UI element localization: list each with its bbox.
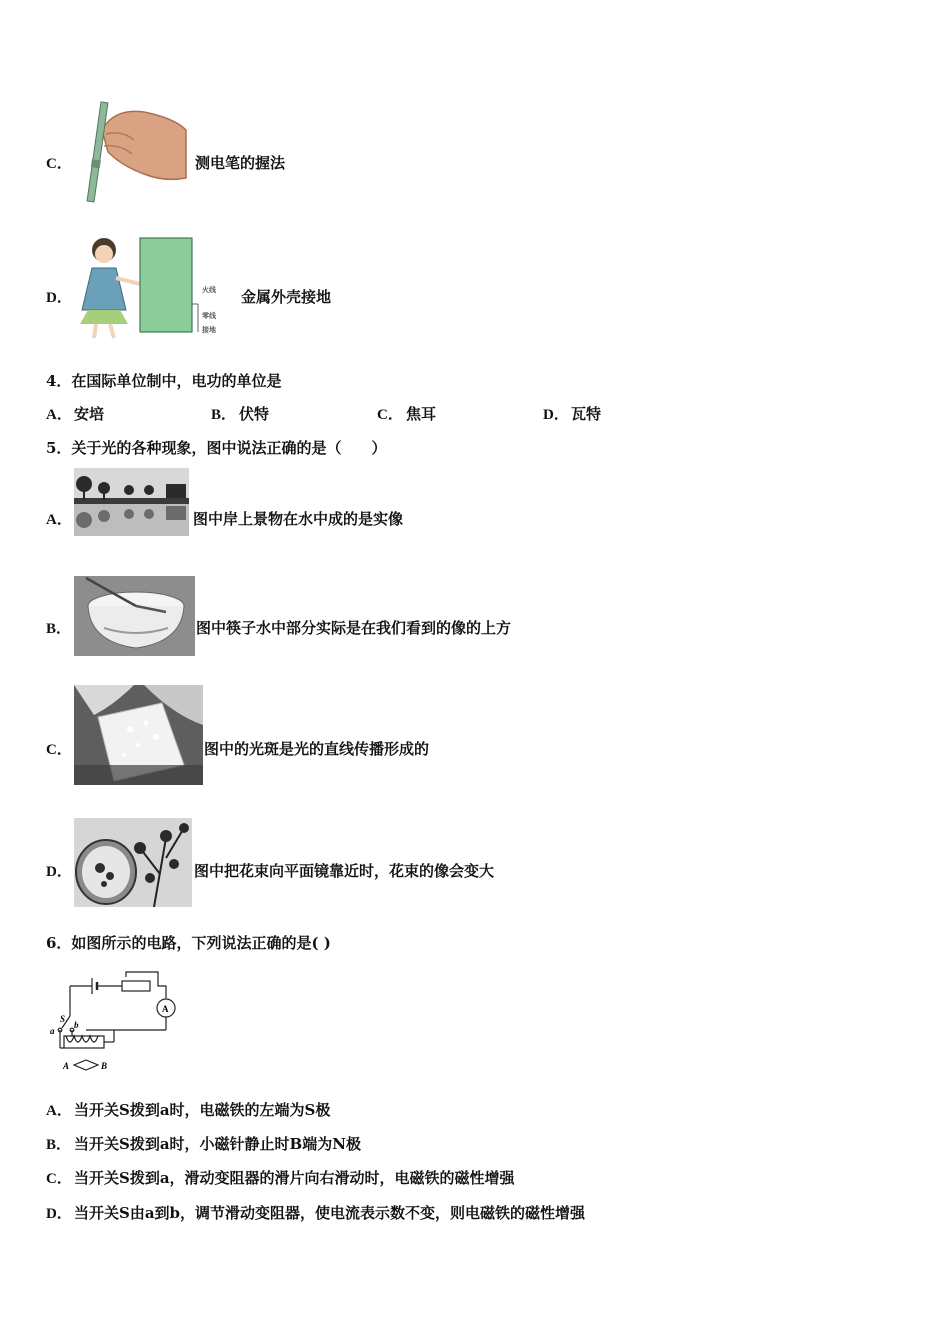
neutral-wire-label: 零线 <box>202 311 216 320</box>
q5-option-d-text: 图中把花束向平面镜靠近时，花束的像会变大 <box>194 862 495 880</box>
q6-option-c-text: 当开关S拨到a，滑动变阻器的滑片向右滑动时，电磁铁的磁性增强 <box>74 1169 515 1187</box>
q3-option-d-text: 金属外壳接地 <box>241 288 332 306</box>
q6-option-a-text: 当开关S拨到a时，电磁铁的左端为S极 <box>74 1101 331 1119</box>
needle-right-label: B <box>101 1061 108 1071</box>
q6-option-a-label: A． <box>46 1103 72 1119</box>
ground-wire-label: 接地 <box>202 325 216 334</box>
switch-label: S <box>60 1014 66 1024</box>
q5-option-b-label: B． <box>46 621 72 637</box>
q4-option-c-label: C． <box>377 407 403 423</box>
q6-option-b-label: B． <box>46 1137 72 1153</box>
q4-stem: 4．在国际单位制中，电功的单位是 <box>46 372 282 390</box>
q5-option-c-text: 图中的光斑是光的直线传播形成的 <box>204 740 430 758</box>
q5-option-a-label: A． <box>46 512 72 528</box>
live-wire-label: 火线 <box>202 285 216 294</box>
terminal-b-label: b <box>74 1020 79 1030</box>
q6-stem: 6．如图所示的电路，下列说法正确的是( ) <box>46 934 331 952</box>
q6-option-d-label: D． <box>46 1206 72 1222</box>
q6-option-d-text: 当开关S由a到b，调节滑动变阻器，使电流表示数不变，则电磁铁的磁性增强 <box>74 1204 586 1222</box>
q4-option-b-label: B． <box>211 407 237 423</box>
tester-pen-grip-image <box>74 100 188 210</box>
q6-option-b-text: 当开关S拨到a时，小磁针静止时B端为N极 <box>74 1135 361 1153</box>
needle-left-label: A <box>63 1061 70 1071</box>
terminal-a-label: a <box>50 1026 55 1036</box>
q3-option-d-label: D． <box>46 290 72 306</box>
q4-option-b-text: 伏特 <box>239 405 270 423</box>
chopsticks-bowl-image <box>74 576 195 656</box>
q4-option-c-text: 焦耳 <box>406 405 437 423</box>
q5-option-a-text: 图中岸上景物在水中成的是实像 <box>193 510 404 528</box>
q4-option-d-label: D． <box>543 407 569 423</box>
q4-option-a-label: A． <box>46 407 72 423</box>
ammeter-label: A <box>162 1004 169 1014</box>
q6-option-c-label: C． <box>46 1171 72 1187</box>
q5-option-b-text: 图中筷子水中部分实际是在我们看到的像的上方 <box>196 619 512 637</box>
q5-option-d-label: D． <box>46 864 72 880</box>
mirror-flowers-image <box>74 818 192 907</box>
q5-option-c-label: C． <box>46 742 72 758</box>
grounded-appliance-image <box>74 234 234 340</box>
q3-option-c-label: C． <box>46 156 72 172</box>
water-reflection-image <box>74 468 189 536</box>
light-spots-image <box>74 685 203 785</box>
q4-option-a-text: 安培 <box>74 405 105 423</box>
q5-stem: 5．关于光的各种现象，图中说法正确的是（ ） <box>46 439 387 457</box>
electromagnet-circuit-diagram <box>48 968 183 1076</box>
q3-option-c-text: 测电笔的握法 <box>195 154 286 172</box>
q4-option-d-text: 瓦特 <box>571 405 602 423</box>
